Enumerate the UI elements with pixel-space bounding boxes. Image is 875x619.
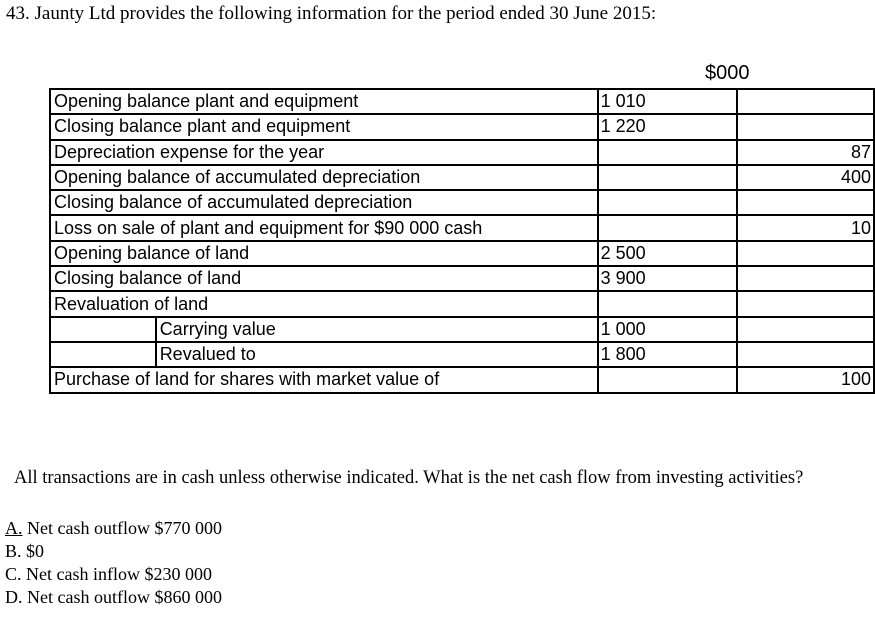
row-label: Opening balance of land xyxy=(50,241,598,266)
row-mid-value: 1 000 xyxy=(598,317,738,342)
table-row xyxy=(50,367,874,392)
row-right-value xyxy=(737,342,874,367)
row-mid-value xyxy=(598,165,738,190)
indent-cell xyxy=(50,317,156,342)
option-c[interactable] xyxy=(5,563,222,586)
row-label: Revaluation of land xyxy=(50,291,598,316)
row-label: Carrying value xyxy=(156,317,598,342)
row-label: Opening balance of accumulated depreciation xyxy=(50,165,598,190)
row-right-value: 400 xyxy=(737,165,874,190)
row-label: Purchase of land for shares with market value of xyxy=(50,367,598,392)
table-row xyxy=(50,291,874,316)
row-right-value xyxy=(737,241,874,266)
row-mid-value: 1 010 xyxy=(598,89,738,114)
row-label: Revalued to xyxy=(156,342,598,367)
table-row xyxy=(50,215,874,240)
row-mid-value xyxy=(598,367,738,392)
table-row xyxy=(50,140,874,165)
question-title: 43. Jaunty Ltd provides the following information for the period ended 30 June 2015: xyxy=(6,3,657,24)
table-row xyxy=(50,266,874,291)
table-row xyxy=(50,89,874,114)
indent-cell xyxy=(50,342,156,367)
data-table xyxy=(49,88,875,394)
question-prompt: All transactions are in cash unless otherwise indicated. What is the net cash flow from investing activities? xyxy=(14,468,804,488)
row-mid-value xyxy=(598,140,738,165)
row-right-value xyxy=(737,266,874,291)
table-row xyxy=(50,317,874,342)
row-mid-value xyxy=(598,190,738,215)
option-text: $0 xyxy=(21,541,45,561)
answer-options xyxy=(5,517,222,609)
option-a[interactable] xyxy=(5,517,222,540)
table-row xyxy=(50,190,874,215)
row-mid-value: 1 800 xyxy=(598,342,738,367)
row-label: Closing balance plant and equipment xyxy=(50,114,598,139)
option-text: Net cash inflow $230 000 xyxy=(21,564,212,584)
option-letter: B. xyxy=(5,541,22,561)
row-label: Depreciation expense for the year xyxy=(50,140,598,165)
row-right-value xyxy=(737,190,874,215)
table-row xyxy=(50,241,874,266)
option-d[interactable] xyxy=(5,586,222,609)
row-mid-value xyxy=(598,215,738,240)
option-letter: D. xyxy=(5,587,23,607)
row-right-value: 87 xyxy=(737,140,874,165)
row-right-value xyxy=(737,89,874,114)
option-letter: C. xyxy=(5,564,22,584)
row-right-value: 10 xyxy=(737,215,874,240)
row-mid-value: 2 500 xyxy=(598,241,738,266)
row-right-value xyxy=(737,317,874,342)
option-b[interactable] xyxy=(5,540,222,563)
table-row xyxy=(50,342,874,367)
table-row xyxy=(50,114,874,139)
table-row xyxy=(50,165,874,190)
row-mid-value xyxy=(598,291,738,316)
row-label: Closing balance of land xyxy=(50,266,598,291)
row-label: Opening balance plant and equipment xyxy=(50,89,598,114)
row-right-value xyxy=(737,291,874,316)
row-label: Closing balance of accumulated depreciation xyxy=(50,190,598,215)
currency-header: $000 xyxy=(705,62,750,84)
row-right-value xyxy=(737,114,874,139)
option-letter: A. xyxy=(5,518,23,538)
row-mid-value: 3 900 xyxy=(598,266,738,291)
row-label: Loss on sale of plant and equipment for $90 000 cash xyxy=(50,215,598,240)
option-text: Net cash outflow $770 000 xyxy=(22,518,222,538)
row-right-value: 100 xyxy=(737,367,874,392)
row-mid-value: 1 220 xyxy=(598,114,738,139)
option-text: Net cash outflow $860 000 xyxy=(22,587,222,607)
